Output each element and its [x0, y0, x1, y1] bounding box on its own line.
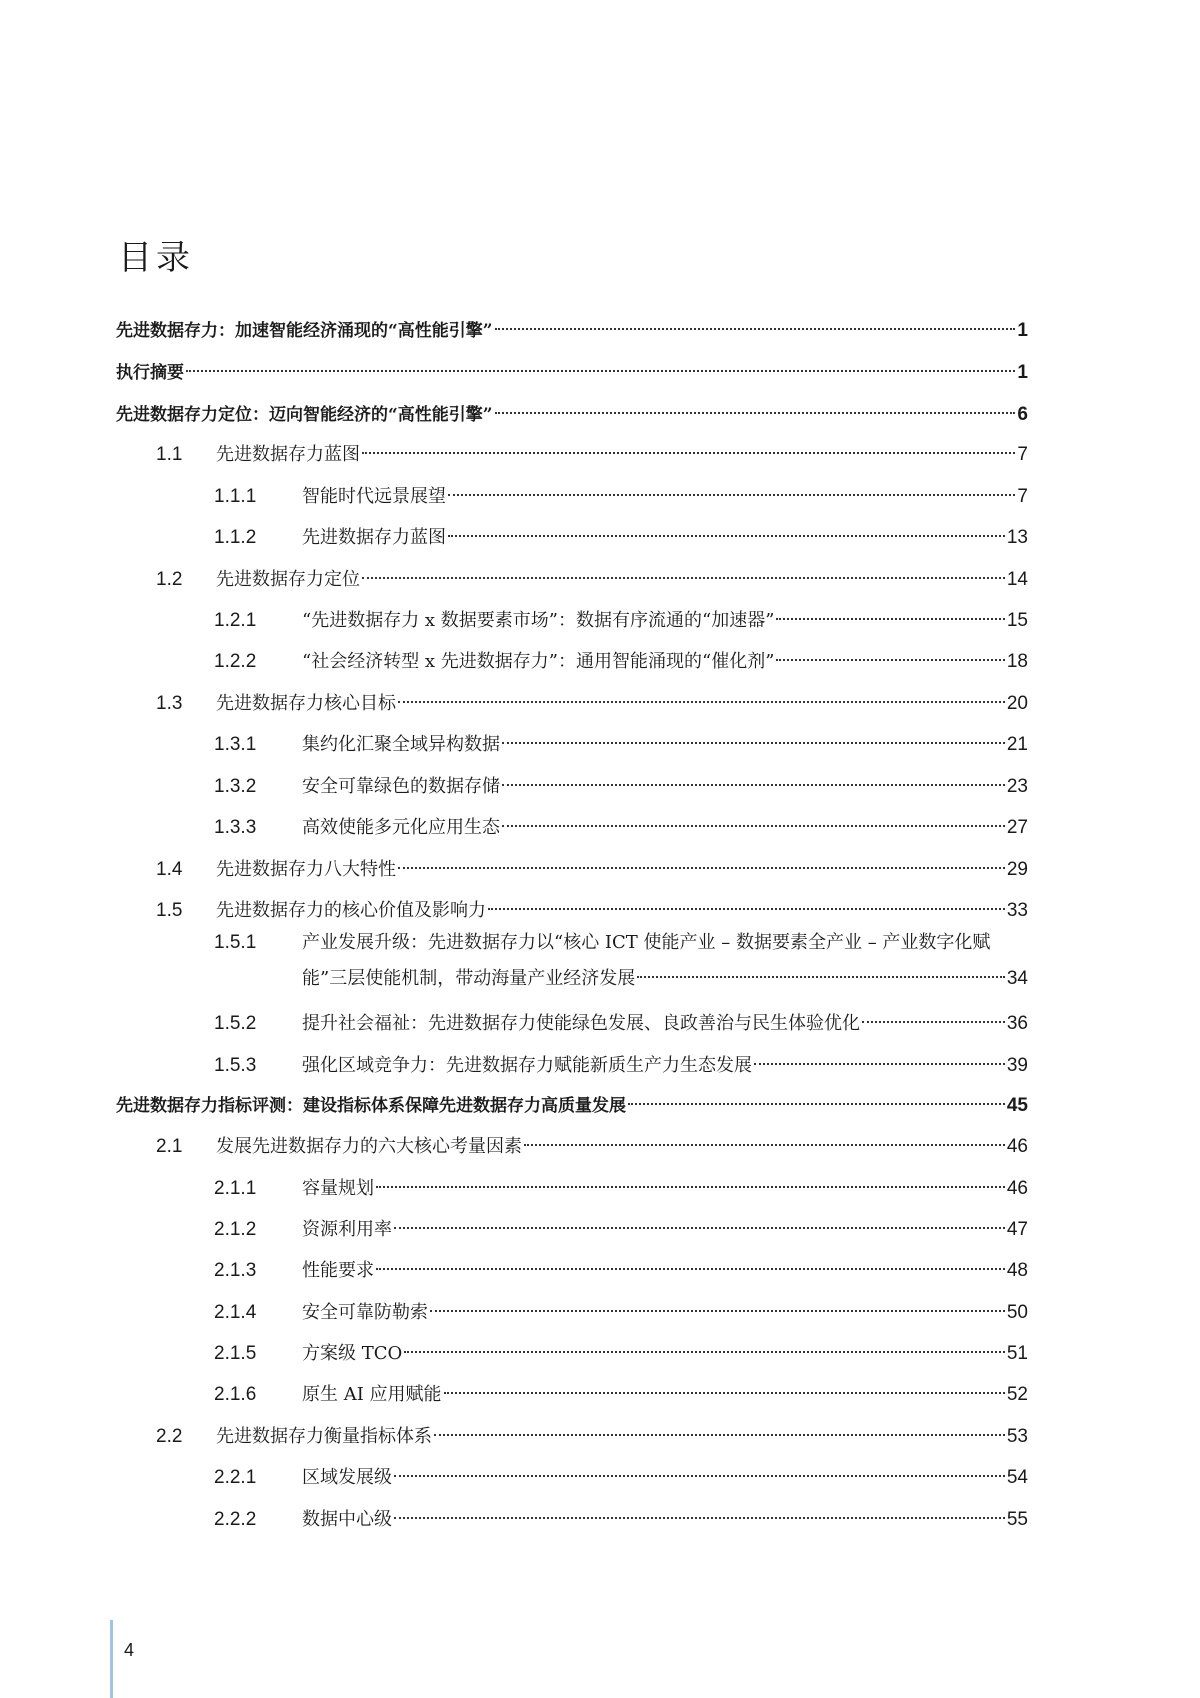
toc-entry-page: 53	[1006, 1426, 1028, 1447]
toc-entry-number: 1.1	[156, 444, 183, 465]
toc-entry[interactable]	[214, 724, 1028, 755]
toc-entry-text: 方案级 TCO	[302, 1343, 403, 1364]
toc-entry[interactable]	[156, 1126, 1028, 1157]
toc-entry-number: 2.1.2	[214, 1219, 257, 1240]
toc-entry-page: 48	[1006, 1260, 1028, 1281]
toc-entry-text: 先进数据存力八大特性	[216, 859, 396, 880]
toc-entry-number: 2.1.5	[214, 1343, 257, 1364]
toc-entry-page: 50	[1006, 1302, 1028, 1323]
toc-entry-text: 数据中心级	[302, 1509, 392, 1530]
toc-entry[interactable]	[214, 1292, 1028, 1323]
toc-leader-dots	[502, 760, 1005, 786]
toc-entry-text: 先进数据存力定位	[216, 569, 360, 590]
toc-entry[interactable]	[156, 849, 1028, 880]
toc-entry-number: 1.2.1	[214, 610, 257, 631]
toc-entry-page: 14	[1006, 569, 1028, 590]
toc-entry-page: 27	[1006, 817, 1028, 838]
toc-entry-text-continued: 能”三层使能机制，带动海量产业经济发展	[302, 968, 636, 989]
toc-entry-text: 性能要求	[302, 1260, 374, 1281]
toc-entry-text: 先进数据存力的核心价值及影响力	[216, 900, 486, 921]
toc-leader-dots	[495, 388, 1016, 414]
toc-entry-page: 13	[1006, 527, 1028, 548]
toc-entry-page: 21	[1006, 734, 1028, 755]
toc-leader-dots	[186, 346, 1015, 372]
toc-entry[interactable]	[156, 683, 1028, 714]
toc-entry-page: 46	[1006, 1178, 1028, 1199]
toc-entry-page: 15	[1006, 610, 1028, 631]
toc-entry-number: 2.2.2	[214, 1509, 257, 1530]
toc-entry[interactable]	[116, 1085, 1028, 1116]
toc-entry-page: 18	[1006, 651, 1028, 672]
toc-entry-page: 54	[1006, 1467, 1028, 1488]
toc-entry[interactable]	[214, 600, 1028, 631]
toc-entry-page: 1	[1017, 320, 1028, 341]
toc-entry-number: 2.1.6	[214, 1384, 257, 1405]
toc-entry[interactable]	[214, 1168, 1028, 1199]
toc-leader-dots	[398, 843, 1005, 869]
toc-entry-page: 7	[1017, 444, 1028, 465]
toc-leader-dots	[376, 1244, 1005, 1270]
toc-entry-number: 1.2	[156, 569, 183, 590]
toc-leader-dots	[862, 997, 1005, 1023]
toc-entry-text: 先进数据存力核心目标	[216, 693, 396, 714]
toc-entry[interactable]	[116, 394, 1028, 425]
toc-entry[interactable]	[214, 1457, 1028, 1488]
toc-entry-page: 33	[1006, 900, 1028, 921]
toc-entry-page: 7	[1017, 486, 1028, 507]
toc-entry-number: 2.1.4	[214, 1302, 257, 1323]
toc-entry[interactable]	[214, 1250, 1028, 1281]
toc-entry-number: 2.1.3	[214, 1260, 257, 1281]
toc-entry-text: 资源利用率	[302, 1219, 392, 1240]
toc-entry-text: 先进数据存力：加速智能经济涌现的“高性能引擎”	[116, 321, 493, 341]
toc-leader-dots	[394, 1203, 1005, 1229]
toc-entry-number: 1.5	[156, 900, 183, 921]
toc-entry-text: 区域发展级	[302, 1467, 392, 1488]
toc-leader-dots	[776, 635, 1004, 661]
toc-entry-page: 1	[1017, 362, 1028, 383]
toc-entry-page: 46	[1006, 1136, 1028, 1157]
toc-leader-dots	[776, 594, 1004, 620]
toc-leader-dots	[502, 718, 1005, 744]
toc-entry-text: 执行摘要	[116, 363, 184, 383]
page-title: 目录	[118, 238, 194, 278]
toc-entry-page: 52	[1006, 1384, 1028, 1405]
toc-entry-text: 高效使能多元化应用生态	[302, 817, 500, 838]
toc-entry[interactable]	[156, 890, 1028, 921]
toc-entry[interactable]	[214, 641, 1028, 672]
toc-entry-text: 安全可靠防勒索	[302, 1302, 428, 1323]
toc-leader-dots	[430, 1286, 1005, 1312]
toc-entry-text: 智能时代远景展望	[302, 486, 446, 507]
toc-leader-dots	[362, 428, 1015, 454]
toc-entry[interactable]	[214, 517, 1028, 548]
toc-entry-number: 1.3.2	[214, 776, 257, 797]
toc-leader-dots	[448, 511, 1005, 537]
toc-entry-number: 2.2.1	[214, 1467, 257, 1488]
toc-entry-page: 47	[1006, 1219, 1028, 1240]
toc-entry-number: 1.5.3	[214, 1055, 257, 1076]
toc-entry[interactable]	[214, 1003, 1028, 1034]
toc-leader-dots	[628, 1079, 1005, 1105]
toc-entry-number: 1.3.3	[214, 817, 257, 838]
toc-entry-text: 先进数据存力蓝图	[302, 527, 446, 548]
toc-leader-dots	[754, 1039, 1005, 1065]
toc-leader-dots	[394, 1451, 1005, 1477]
toc-entry-number: 2.2	[156, 1426, 183, 1447]
toc-leader-dots	[398, 677, 1005, 703]
toc-entry-page: 34	[1006, 968, 1028, 989]
toc-entry[interactable]	[214, 1374, 1028, 1405]
toc-entry-page: 6	[1017, 404, 1028, 425]
toc-entry-text: 先进数据存力定位：迈向智能经济的“高性能引擎”	[116, 405, 493, 425]
toc-entry[interactable]	[214, 1499, 1028, 1530]
toc-entry-text: “社会经济转型 x 先进数据存力”：通用智能涌现的“催化剂”	[302, 651, 775, 672]
toc-entry-number: 1.4	[156, 859, 183, 880]
toc-entry-text: 安全可靠绿色的数据存储	[302, 776, 500, 797]
toc-entry-text: 容量规划	[302, 1178, 374, 1199]
toc-leader-dots	[495, 304, 1016, 330]
toc-entry-number: 1.5.1	[214, 932, 257, 953]
toc-entry[interactable]	[156, 434, 1028, 465]
toc-entry[interactable]	[116, 310, 1028, 341]
toc-entry-text: 原生 AI 应用赋能	[302, 1384, 442, 1405]
toc-entry-page: 23	[1006, 776, 1028, 797]
toc-leader-dots	[448, 470, 1015, 496]
toc-entry[interactable]	[156, 559, 1028, 590]
toc-entry-text: 产业发展升级：先进数据存力以“核心 ICT 使能产业 – 数据要素全产业 – 产业数字化赋	[302, 932, 991, 953]
toc-entry-number: 1.1.1	[214, 486, 257, 507]
toc-entry-page: 29	[1006, 859, 1028, 880]
toc-entry-number: 1.3	[156, 693, 183, 714]
toc-leader-dots	[394, 1493, 1005, 1519]
toc-entry-text: 强化区域竞争力：先进数据存力赋能新质生产力生态发展	[302, 1055, 752, 1076]
toc-entry[interactable]	[214, 476, 1028, 507]
toc-entry-number: 2.1	[156, 1136, 183, 1157]
toc-entry-page: 20	[1006, 693, 1028, 714]
toc-leader-dots	[376, 1162, 1005, 1188]
toc-entry[interactable]	[214, 1333, 1028, 1364]
toc-entry[interactable]	[214, 766, 1028, 797]
toc-leader-dots	[362, 553, 1005, 579]
toc-entry[interactable]	[214, 1045, 1028, 1076]
toc-entry-number: 1.3.1	[214, 734, 257, 755]
toc-leader-dots	[524, 1120, 1005, 1146]
toc-entry-number: 1.1.2	[214, 527, 257, 548]
toc-entry-text: “先进数据存力 x 数据要素市场”：数据有序流通的“加速器”	[302, 610, 775, 631]
toc-entry-text: 先进数据存力蓝图	[216, 444, 360, 465]
toc-entry[interactable]	[214, 928, 1074, 992]
toc-leader-dots	[434, 1410, 1005, 1436]
footer-accent-bar	[110, 1620, 113, 1698]
toc-entry-text: 先进数据存力衡量指标体系	[216, 1426, 432, 1447]
toc-entry[interactable]	[156, 1416, 1028, 1447]
toc-entry-number: 1.5.2	[214, 1013, 257, 1034]
toc-entry[interactable]	[116, 352, 1028, 383]
toc-entry[interactable]	[214, 1209, 1028, 1240]
toc-entry-page: 39	[1006, 1055, 1028, 1076]
toc-entry[interactable]	[214, 807, 1028, 838]
toc-entry-page: 55	[1006, 1509, 1028, 1530]
toc-entry-number: 2.1.1	[214, 1178, 257, 1199]
toc-entry-page: 36	[1006, 1013, 1028, 1034]
page-number: 4	[124, 1640, 135, 1660]
toc-entry-number: 1.2.2	[214, 651, 257, 672]
toc-entry-page: 45	[1006, 1095, 1028, 1116]
toc-entry-text: 先进数据存力指标评测：建设指标体系保障先进数据存力高质量发展	[116, 1096, 626, 1116]
toc-entry-text: 发展先进数据存力的六大核心考量因素	[216, 1136, 522, 1157]
toc-entry-page: 51	[1006, 1343, 1028, 1364]
toc-leader-dots	[404, 1327, 1005, 1353]
toc-entry-text: 集约化汇聚全域异构数据	[302, 734, 500, 755]
toc-entry-text: 提升社会福祉：先进数据存力使能绿色发展、良政善治与民生体验优化	[302, 1013, 860, 1034]
toc-leader-dots	[444, 1368, 1005, 1394]
toc-leader-dots	[637, 952, 1005, 978]
toc-leader-dots	[488, 884, 1005, 910]
toc-leader-dots	[502, 801, 1005, 827]
